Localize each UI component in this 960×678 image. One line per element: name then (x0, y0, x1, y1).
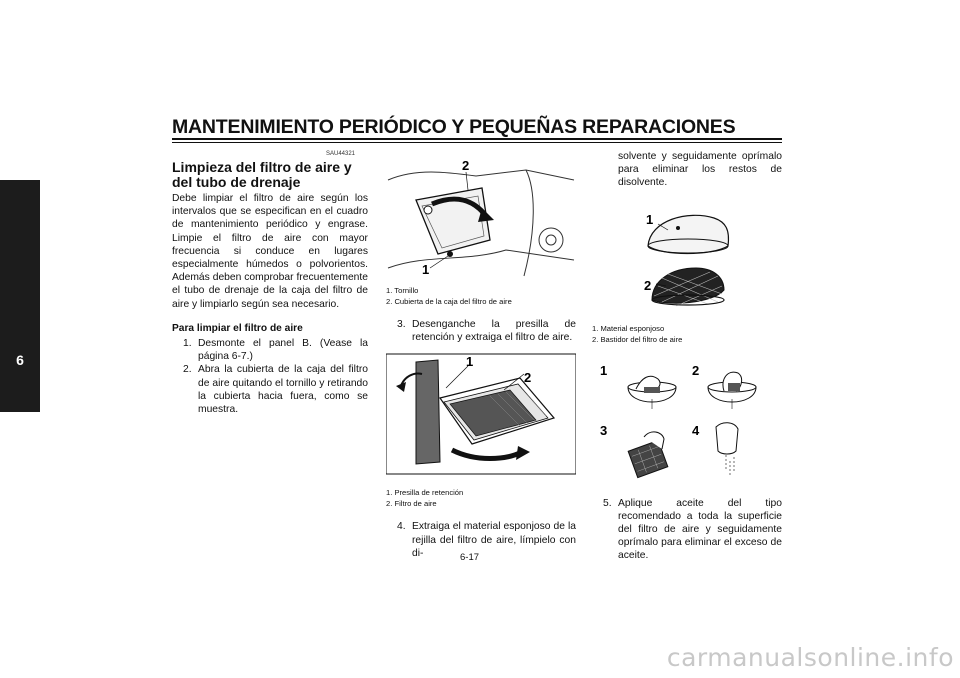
steps-list-3 (386, 520, 576, 560)
figure-sponge-frame (592, 194, 782, 320)
sponge-and-frame-illustration (592, 194, 782, 320)
figure-caption: 1. Tornillo 2. Cubierta de la caja del filtro de aire (386, 286, 512, 306)
step-text: Aplique aceite del tipo recomendado a toda la superficie del filtro de aire y seguidamente oprímalo para eliminar el exceso de aceite. (618, 497, 782, 562)
callout-2: 2 (692, 362, 700, 378)
procedure-subheading: Para limpiar el filtro de aire (172, 322, 303, 334)
step-text: Abra la cubierta de la caja del filtro de aire quitando el tornillo y retirando la cubierta hacia fuera, como se muestra. (198, 364, 368, 416)
callout-2: 2 (462, 158, 470, 173)
step-item: 2. Abra la cubierta de la caja del filtro de aire quitando el tornillo y retirando la cubierta hacia fuera, como se muestra. (183, 364, 368, 416)
page-number: 6-17 (460, 552, 480, 563)
steps-list-4 (592, 497, 782, 563)
figure-caption: 1. Presilla de retención 2. Filtro de aire (386, 488, 464, 509)
callout-1: 1 (466, 354, 474, 370)
step-continuation: solvente y seguidamente oprímalo para eliminar los restos de disolvente. (618, 151, 782, 189)
section-intro: Debe limpiar el filtro de aire según los intervalos que se especifican en el cuadro de mantenimiento periódico y engrase. Limpie el filtro de aire con mayor frecuencia si conduce en lugares especialmente húmedos o polvorientos. Además deben comprobar frecuentemente el tubo de drenaje de la caja del filtro de aire y limpiarlo según sea necesario. (172, 193, 368, 310)
step-text: Desenganche la presilla de retención y extraiga el filtro de aire. (412, 319, 576, 344)
section-code: SAU44321 (326, 151, 356, 157)
figure-cleaning-steps (592, 357, 782, 483)
step-text: Extraiga el material esponjoso de la rejilla del filtro de aire, límpielo con di- (412, 521, 576, 559)
column-right (592, 150, 782, 563)
air-filter-illustration (386, 352, 576, 476)
steps-list-1 (172, 337, 368, 416)
callout-1: 1 (646, 211, 654, 227)
callout-2: 2 (644, 277, 652, 293)
figure-caption: 1. Material esponjoso 2. Bastidor del filtro de aire (592, 323, 683, 344)
chapter-tab (0, 180, 40, 412)
cleaning-steps-illustration (592, 357, 782, 483)
column-middle (386, 150, 576, 560)
step-item: 5. Aplique aceite del tipo recomendado a toda la superficie del filtro de aire y seguidamente oprímalo para eliminar el exceso de aceite. (603, 497, 782, 562)
column-left (172, 160, 368, 416)
figure-air-filter (386, 352, 576, 484)
step-item: 4. Extraiga el material esponjoso de la rejilla del filtro de aire, límpielo con di- (397, 521, 576, 559)
step-item: 1. Desmonte el panel B. (Vease la página 6-7.) (183, 338, 368, 363)
page-title: MANTENIMIENTO PERIÓDICO Y PEQUEÑAS REPARACIONES (172, 116, 736, 138)
step-text: Desmonte el panel B. (Vease la página 6-7.) (198, 338, 368, 363)
title-rule-thin (172, 142, 782, 143)
section-heading: Limpieza del filtro de aire y del tubo de drenaje (172, 159, 352, 190)
airbox-cover-illustration (386, 150, 576, 282)
callout-1: 1 (422, 262, 430, 277)
title-rule (172, 138, 782, 140)
callout-1: 1 (600, 362, 608, 378)
callout-2: 2 (524, 370, 532, 386)
callout-3: 3 (600, 422, 608, 438)
steps-list-2 (386, 318, 576, 344)
callout-4: 4 (692, 422, 700, 438)
figure-airbox-cover (386, 150, 576, 282)
chapter-number: 6 (16, 352, 24, 368)
site-watermark: carmanualsonline.info (666, 643, 954, 672)
step-item: 3. Desenganche la presilla de retención y extraiga el filtro de aire. (397, 319, 576, 344)
